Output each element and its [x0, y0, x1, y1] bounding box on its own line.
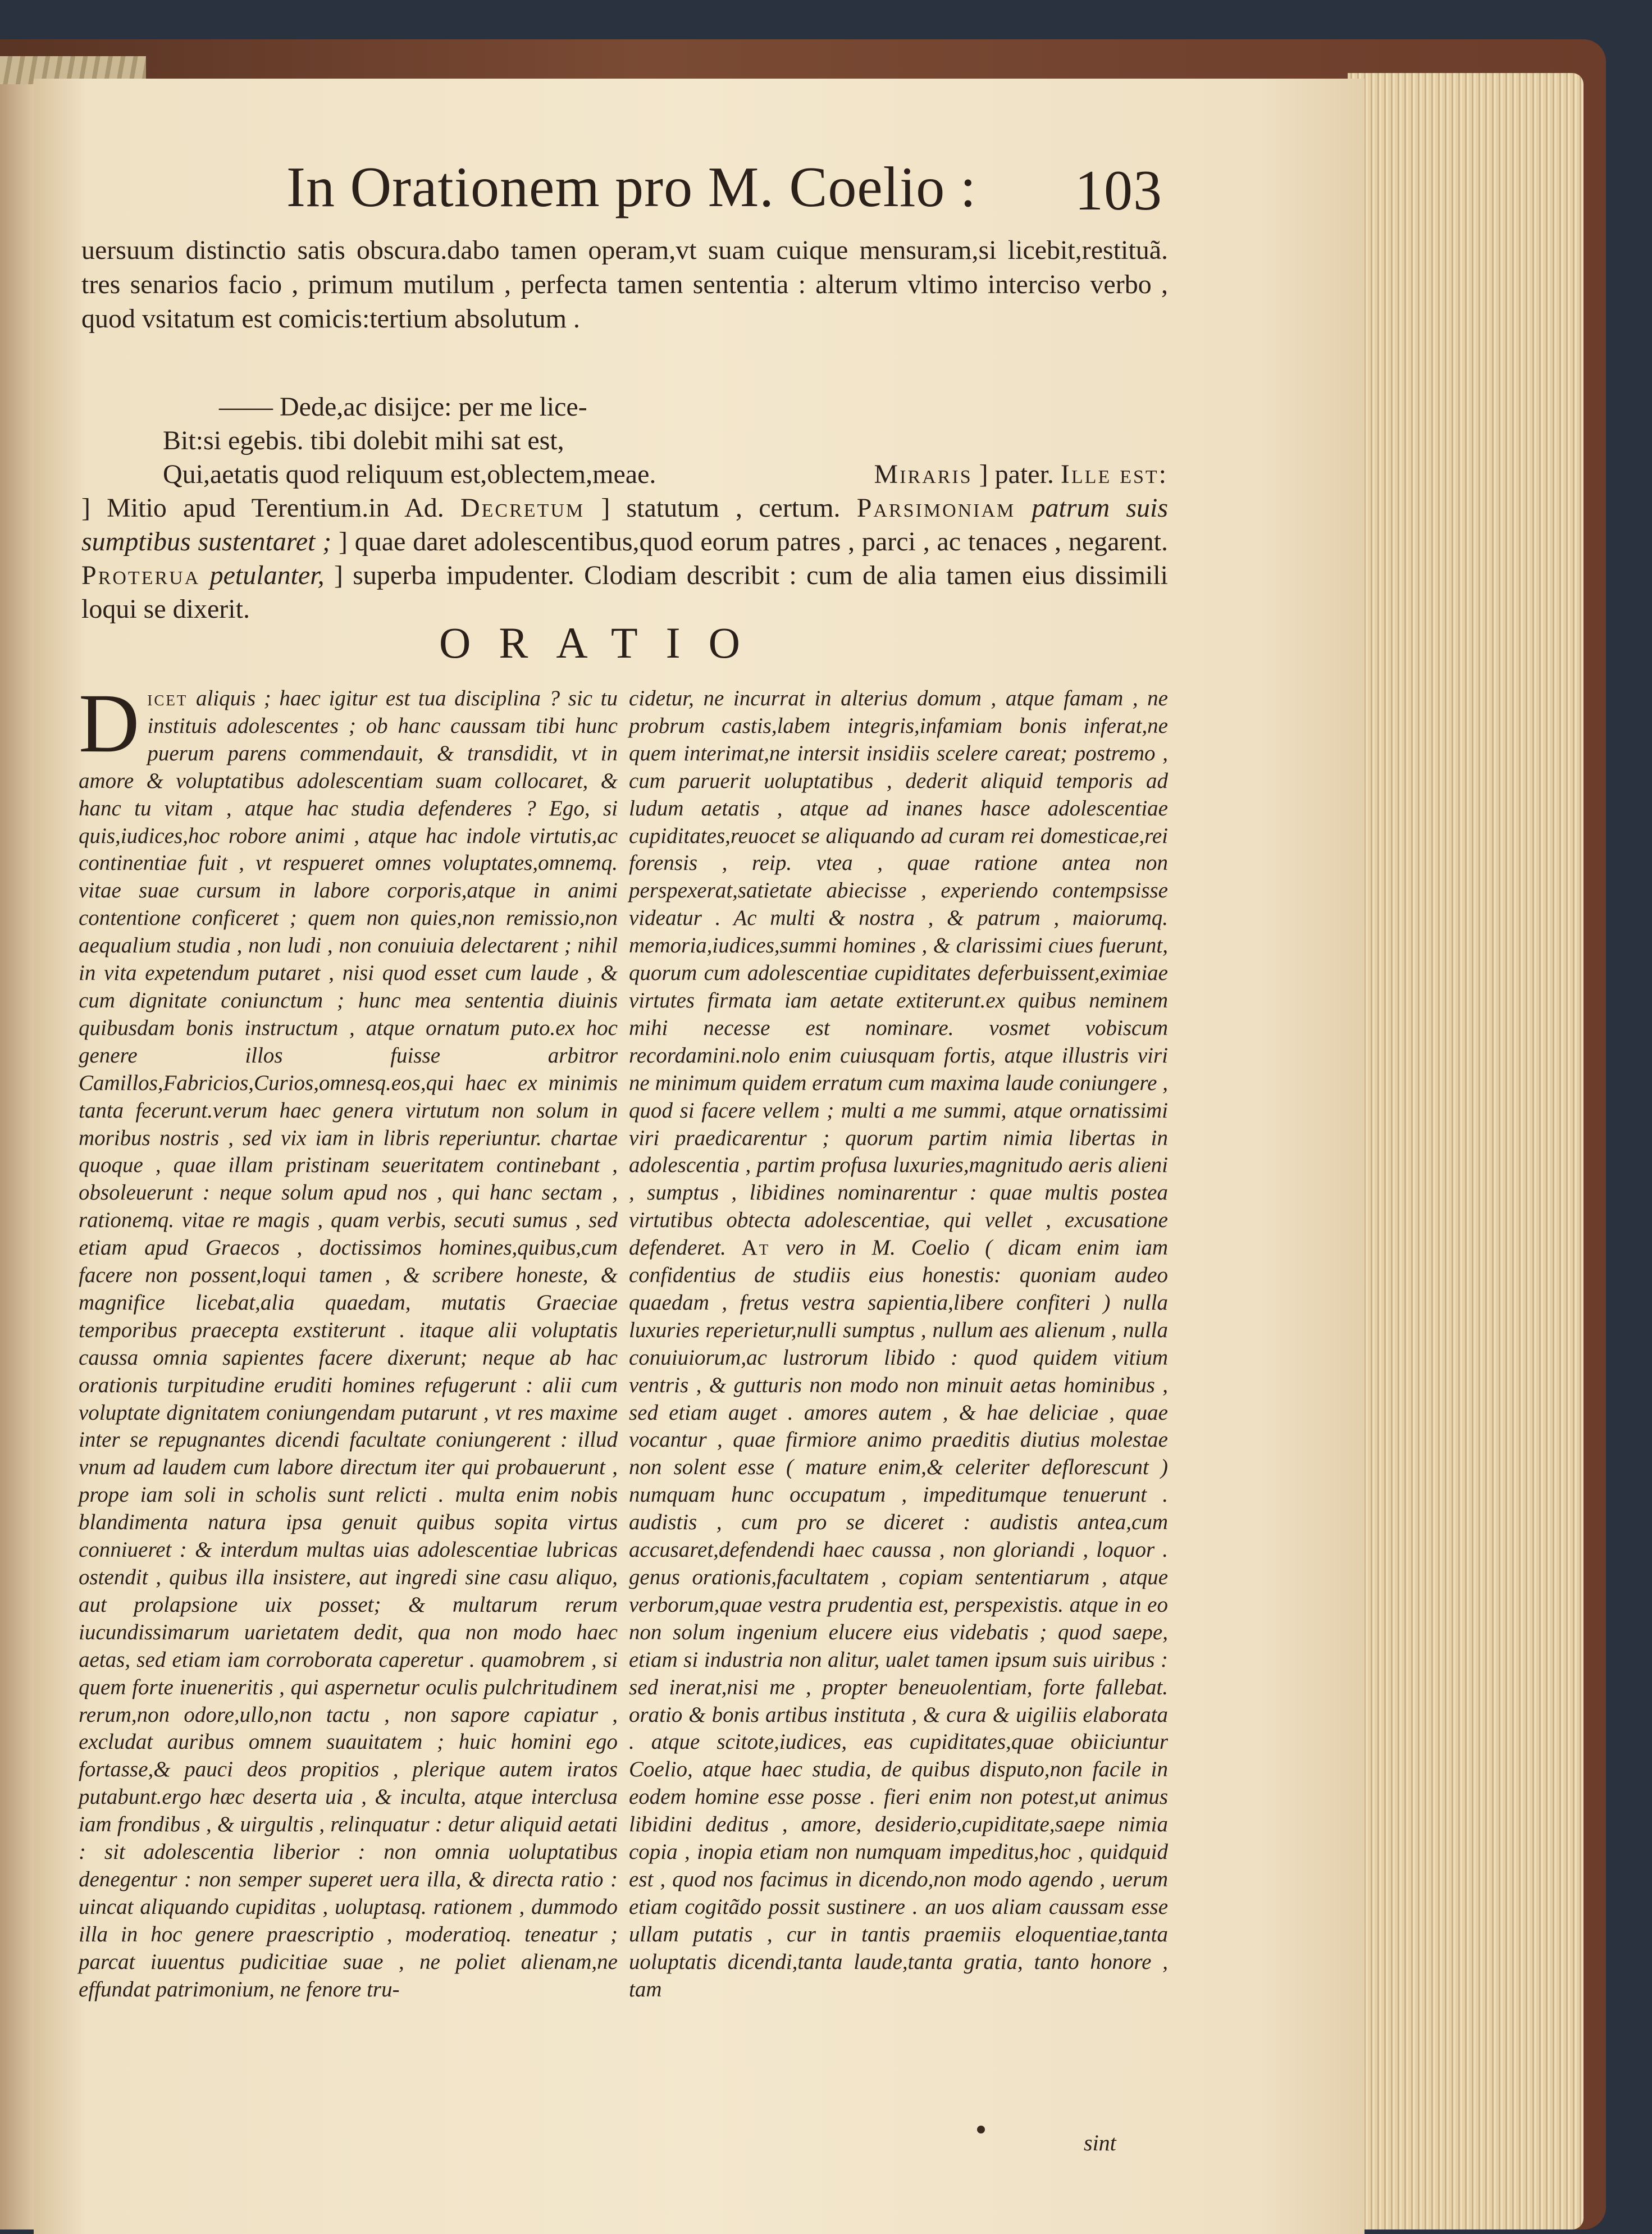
lemma: Decretum	[460, 493, 585, 523]
lemma: Ille est:	[1060, 459, 1168, 489]
text-column-left	[79, 677, 618, 2004]
oration-paragraph	[79, 677, 618, 2004]
verse-line: Bit:si egebis. tibi dolebit mihi sat est,	[163, 426, 564, 455]
gloss: ] pater.	[979, 459, 1054, 489]
lemma: At	[741, 1235, 770, 1260]
lemma: Parsimoniam	[856, 493, 1016, 523]
oration-paragraph	[629, 685, 1168, 2004]
page-number: 103	[1075, 159, 1162, 222]
commentary-block	[81, 233, 1168, 336]
gloss: ] superba impudenter. Clodiam describit : cum de alia tamen eius dissimili loqui se dixerit.	[81, 560, 1169, 624]
catchword: sint	[1084, 2130, 1116, 2155]
verse-quotation	[81, 390, 1169, 626]
commentary-intro: uersuum distinctio satis obscura.dabo tamen operam,vt suam cuique mensuram,si licebit,restituã. tres senarios facio , primum mutilum , perfecta tamen sententia : alterum vltimo interciso verbo , quod vsitatum est comicis:tertium absolutum .	[81, 235, 1168, 334]
verse-line: Qui,aetatis quod reliquum est,oblectem,meae.	[163, 459, 656, 489]
gloss: ] Mitio apud Terentium.in Ad.	[81, 493, 444, 523]
text-column-right	[629, 685, 1168, 2004]
gloss: ] statutum , certum.	[601, 493, 841, 523]
lemma: Proterua	[81, 560, 200, 590]
running-title: In Orationem pro M. Coelio :	[286, 156, 977, 219]
gloss: ] quae daret adolescentibus,quod eorum patres , parci , ac tenaces , negarent.	[338, 527, 1168, 557]
lemma-text: patrum suis sumptibus sustentaret ;	[81, 493, 1169, 557]
oration-text: cidetur, ne incurrat in alterius domum , atque famam , ne probrum castis,labem integris,infamiam bonis inferat,ne quem interimat,ne intersit insidiis scelere careat; postremo , cum paruerit uoluptatibus , dederit aliquid temporis ad ludum aetatis , atque ad inanes hasce adolescentiae cupiditates,reuocet se aliquando ad curam rei domesticae,rei forensis , reip. vtea , quae ratione antea non perspexerat,satietate abiecisse , experiendo contempsisse videatur . Ac multi & nostra , & patrum , maiorumq. memoria,iudices,summi homines , & clarissimi ciues fuerunt, quorum cum adolescentiae cupiditates deferbuissent,eximiae virtutes firmata iam aetate extiterunt.ex quibus neminem mihi necesse est nominare. vosmet vobiscum recordamini.nolo enim cuiusquam fortis, atque illustris viri ne minimum quidem erratum cum maxima laude coniungere , quod si facere vellem ; multi a me summi, atque ornatissimi viri praedicarentur ; quorum partim nimia libertas in adolescentia , partim profusa luxuries,magnitudo aeris alieni , sumptus , libidines nominarentur : quae multis postea virtutibus obtecta adolescentiae, qui vellet , excusatione defenderet.	[629, 686, 1168, 1260]
first-word: icet	[147, 686, 188, 710]
verse-line: —— Dede,ac disijce: per me lice-	[219, 392, 587, 422]
ink-speck	[977, 2126, 985, 2133]
oration-text: aliquis ; haec igitur est tua disciplina ? sic tu instituis adolescentes ; ob hanc caussam tibi hunc puerum parens commendauit, & transdidit, vt in amore & voluptatibus adolescentiam suam collocaret, & hanc tu vitam , atque hac studia defenderes ? Ego, si quis,iudices,hoc robore animi , atque hac indole virtutis,ac continentiae fuit , vt respueret omnes voluptates,omnemq. vitae suae cursum in labore corporis,atque in animi contentione conficeret ; quem non quies,non remissio,non aequalium studia , non ludi , non conuiuia delectarent ; nihil in vita expetendum putaret , nisi quod esset cum laude , & cum dignitate coniunctum ; hunc mea sententia diuinis quibusdam bonis instructum , atque ornatum puto.ex hoc genere illos fuisse arbitror Camillos,Fabricios,Curios,omnesq.eos,qui haec ex minimis tanta fecerunt.verum haec genera virtutum non solum in moribus nostris , sed vix iam in libris reperiuntur. chartae quoque , quae illam pristinam seueritatem continebant , obsoleuerunt : neque solum apud nos , qui hanc sectam , rationemq. vitae re magis , quam verbis, secuti sumus , sed etiam apud Graecos , doctissimos homines,quibus,cum facere non possent,loqui tamen , & scribere honeste, & magnifice licebat,alia quaedam, mutatis Graeciae temporibus praecepta exstiterunt . itaque alii voluptatis caussa omnia sapientes facere dixerunt; neque ab hac orationis turpitudine eruditi homines refugerunt : alii cum voluptate dignitatem coniungendam putarunt , vt res maxime inter se repugnantes dicendi facultate coniungerent : illud vnum ad laudem cum labore directum iter qui probauerunt , prope iam soli in scholis sunt relicti . multa enim nobis blandimenta natura ipsa genuit quibus sopita virtus conniueret : & interdum multas uias adolescentiae lubricas ostendit , quibus illa insistere, aut ingredi sine casu aliquo, aut prolapsione uix posset; & multarum rerum iucundissimarum uarietatem dedit, qua non modo haec aetas, sed etiam iam corroborata caperetur . quamobrem , si quem forte inueneritis , qui aspernetur oculis pulchritudinem rerum,non odore,ullo,non tactu , non sapore capiatur , excludat auribus omnem suauitatem ; huic homini ego fortasse,& pauci deos propitios , plerique autem iratos putabunt.ergo hæc deserta uia , & inculta, atque interclusa iam frondibus , & uirgultis , relinquatur : detur aliquid aetati : sit adolescentia liberior : non omnia uoluptatibus denegentur : non semper superet uera illa, & directa ratio : uincat aliquando cupiditas , uoluptasq. rationem , dummodo illa in hoc genere praescriptio , moderatioq. teneatur ; parcat iuuentus pudicitiae suae , ne poliet alienam,ne effundat patrimonium, ne fenore tru-	[79, 686, 618, 2002]
lemma-text: petulanter,	[209, 560, 325, 590]
lemma-row	[874, 458, 1169, 491]
page-edges	[1348, 73, 1583, 2230]
book-page	[34, 79, 1365, 2234]
facing-page-edge	[0, 84, 34, 2230]
oration-text: vero in M. Coelio ( dicam enim iam confidentius de studiis eius honestis: quoniam audeo quaedam , fretus vestra sapientia,libere confiteri ) nulla luxuries reperietur,nulli sumptus , nullum aes alienum , nulla conuiuiorum,ac lustrorum libido : quod quidem vitium ventris , & gutturis non modo non minuit aetas hominibus , sed etiam auget . amores autem , & hae deliciae , quae vocantur , quae firmiore animo praeditis diutius molestae non solent esse ( mature enim,& celeriter deflorescunt ) numquam hunc occupatum , impeditumque tenuerunt . audistis , cum pro se diceret : audistis antea,cum accusaret,defendendi haec caussa , non gloriandi , loquor . genus orationis,facultatem , copiam sententiarum , atque verborum,quae vestra prudentia est, perspexistis. atque in eo non solum ingenium elucere eius videbatis ; quod saepe, etiam si industria non alitur, ualet tamen ipsum suis uiribus : sed inerat,nisi me , propter beneuolentiam, forte fallebat. oratio & bonis artibus instituta , & cura & uigiliis elaborata . atque scitote,iudices, eas cupiditates,quae obiiciuntur Coelio, atque haec studia, de quibus disputo,non facile in eodem homine esse posse . fieri enim non potest,ut animus libidini deditus , amore, desiderio,cupiditate,saepe nimia copia , inopia etiam non numquam impeditus,hoc , quidquid est , quod nos facimus in dicendo,non modo agendo , uerum etiam cogitãdo possit sustinere . an uos aliam caussam esse ullam putatis , cur in tantis praemiis eloquentiae,tanta uoluptatis dicendi,tanta laude,tanta gratia, tanto honore , tam	[629, 1235, 1169, 2002]
running-header	[286, 154, 1162, 233]
lemma: Miraris	[874, 459, 973, 489]
notes-paragraph	[81, 491, 1168, 626]
drop-capital: D	[79, 677, 140, 770]
verse-line-row	[163, 458, 1168, 491]
section-heading: ORATIO	[439, 618, 768, 667]
